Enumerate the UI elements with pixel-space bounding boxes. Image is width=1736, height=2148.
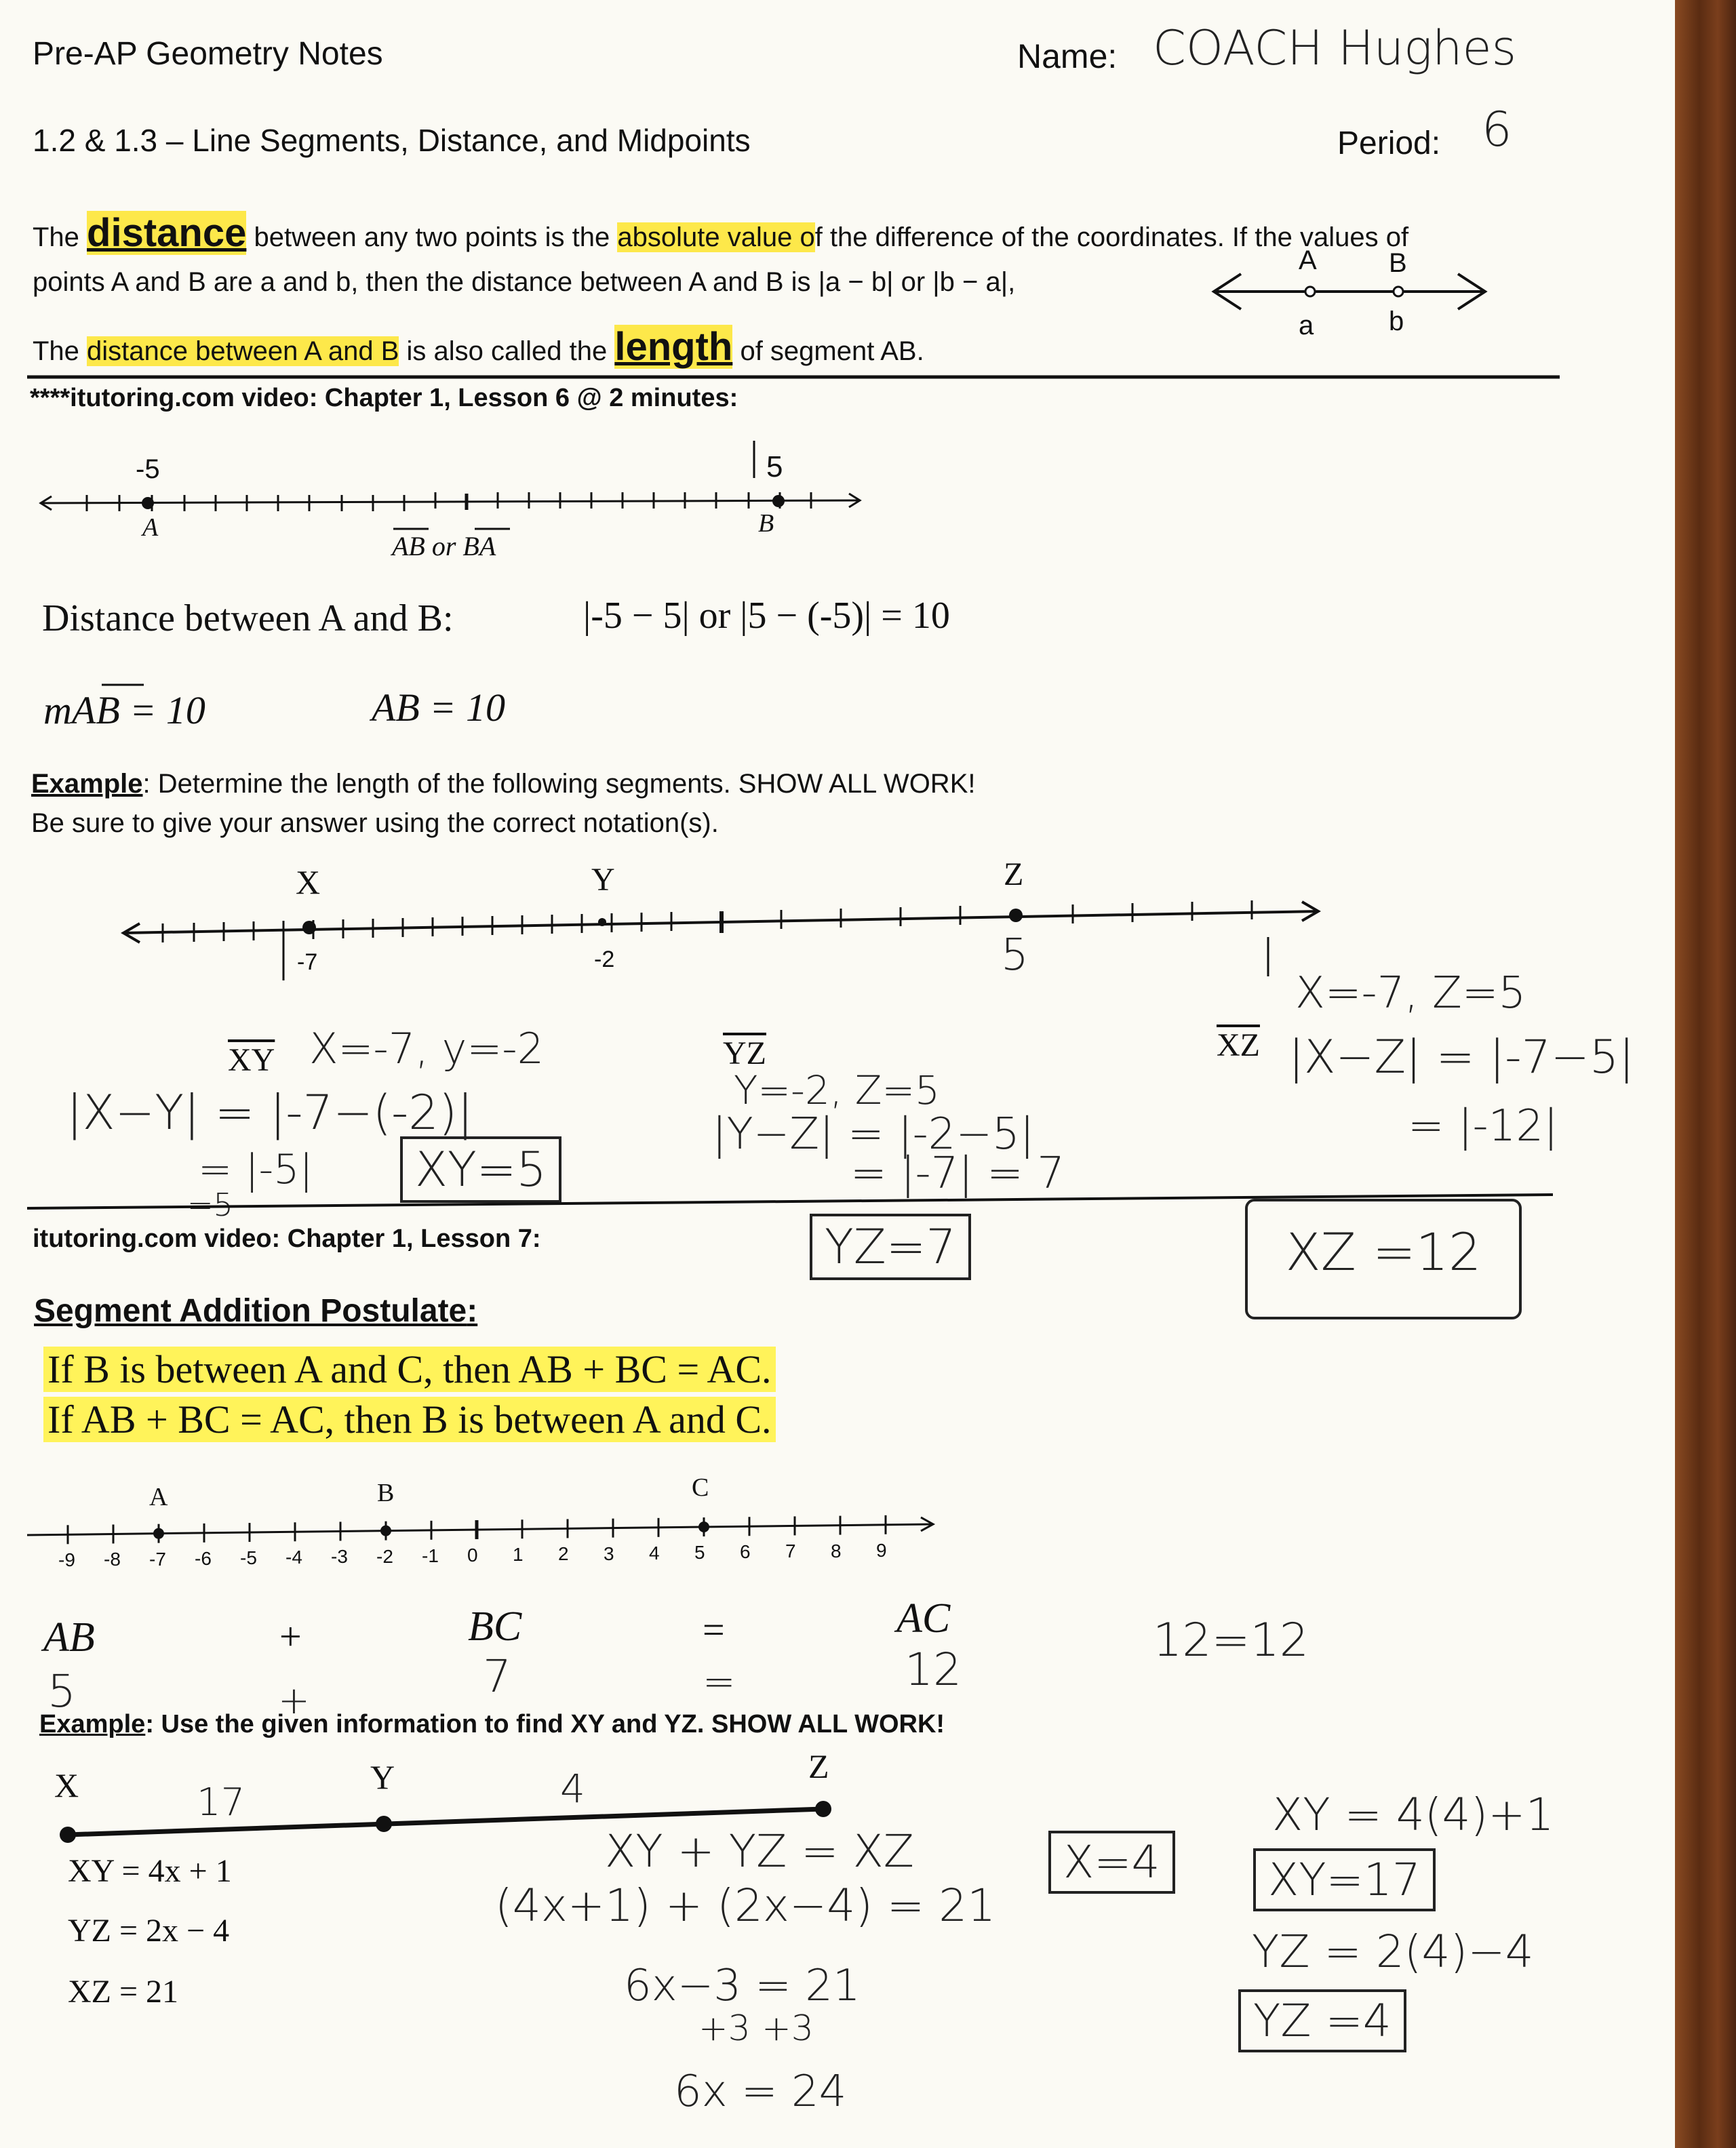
xy-work-4: =5 — [187, 1187, 233, 1223]
nl3-tick-label: 9 — [876, 1539, 887, 1561]
nl3-tick-label: -7 — [149, 1548, 166, 1570]
point-Y-value: -2 — [594, 947, 615, 972]
postulate-line-2: If AB + BC = AC, then B is between A and C. — [43, 1397, 776, 1442]
measure-notation: mAB = 10 — [43, 688, 205, 732]
example-1-title: Example — [31, 769, 143, 799]
nl3-label-C: C — [692, 1473, 709, 1502]
def-highlight: absolute value o — [617, 222, 815, 252]
course-title: Pre-AP Geometry Notes — [33, 36, 383, 72]
ex2-point-Z: Z — [808, 1747, 829, 1785]
ex2-result-1: XY = 4(4)+1 — [1272, 1789, 1554, 1841]
diagram-label-A: A — [1299, 245, 1317, 275]
yz-work-1: Y=-2, Z=5 — [734, 1067, 940, 1113]
nl3-tick-label: 2 — [558, 1543, 569, 1565]
def-text: is also called the — [399, 336, 615, 366]
nl3-tick-label: 1 — [513, 1544, 524, 1566]
nl3-tick-label: 6 — [740, 1541, 751, 1563]
sum-check: 12=12 — [1153, 1614, 1309, 1667]
segment-xy-label: $\overline{XY}$ — [228, 1042, 275, 1078]
nl3-label-A: A — [149, 1483, 168, 1511]
given-xy: XY = 4x + 1 — [68, 1853, 232, 1889]
xy-result-box: XY=17 — [1253, 1848, 1436, 1911]
sum-plus: + — [279, 1614, 302, 1658]
nl3-tick-label: 3 — [604, 1543, 614, 1564]
example-1-instructions: Be sure to give your answer using the correct notation(s). — [31, 808, 719, 838]
example-2-title: Example — [39, 1710, 146, 1738]
name-value: COACH Hughes — [1153, 20, 1517, 76]
diagram-label-a: a — [1299, 311, 1314, 340]
def-text: f the difference of the coordinates. If the values of — [814, 222, 1409, 252]
def-text: The — [33, 222, 87, 252]
distance-expression: |-5 − 5| or |5 − (-5)| = 10 — [583, 595, 950, 637]
sum-ac: AC — [896, 1595, 951, 1642]
name-label: Name: — [1017, 37, 1118, 75]
sum-bc: BC — [468, 1604, 522, 1650]
point-A-label: A — [142, 513, 159, 542]
sum-ac-value: 12 — [905, 1644, 962, 1696]
point-B-label: B — [758, 509, 774, 538]
nl3-tick-label: 5 — [694, 1542, 705, 1564]
sum-ab: AB — [43, 1614, 95, 1660]
nl3-tick-label: -9 — [58, 1549, 75, 1571]
ex2-work-3: 6x−3 = 21 — [624, 1961, 861, 2011]
yz-answer-box: YZ=7 — [810, 1214, 971, 1280]
yz-work-2: |Y−Z| = |-2−5| — [712, 1109, 1035, 1159]
yz-result-box: YZ =4 — [1238, 1989, 1406, 2052]
ex2-work-1: XY + YZ = XZ — [605, 1825, 915, 1877]
xy-answer-box: XY=5 — [400, 1136, 561, 1203]
nl3-label-B: B — [377, 1479, 395, 1507]
ex2-work-4: +3 +3 — [698, 2008, 814, 2049]
nl3-tick-label: -8 — [104, 1549, 121, 1570]
ex2-result-3: YZ = 2(4)−4 — [1252, 1926, 1534, 1978]
ex2-work-2: (4x+1) + (2x−4) = 21 — [495, 1879, 996, 1932]
nl3-tick-label: 7 — [785, 1540, 796, 1562]
nl3-tick-label: 0 — [467, 1545, 478, 1566]
sum-bc-value: 7 — [483, 1650, 511, 1703]
segment-notation: AB or BA — [392, 531, 496, 561]
number-line-1-left-value: -5 — [136, 454, 160, 484]
nl3-tick-label: -3 — [331, 1546, 348, 1568]
given-xz: XZ = 21 — [68, 1974, 179, 2010]
key-term-length: length — [614, 325, 733, 369]
ex2-point-Y: Y — [370, 1758, 395, 1796]
xz-work-2: |X−Z| = |-7−5| — [1288, 1031, 1635, 1084]
number-line-1-right-value: 5 — [766, 450, 783, 483]
example-1-text: : Determine the length of the following segments. SHOW ALL WORK! — [142, 769, 976, 799]
yz-work-3: = |-7| = 7 — [850, 1149, 1065, 1199]
video-reference-2: itutoring.com video: Chapter 1, Lesson 7: — [33, 1225, 541, 1253]
ex2-point-X: X — [54, 1766, 79, 1804]
period-value: 6 — [1482, 102, 1512, 157]
sum-eq-value: = — [703, 1658, 736, 1705]
sum-equals: = — [703, 1608, 725, 1652]
length-notation: AB = 10 — [372, 685, 505, 730]
def-text: The — [33, 336, 87, 366]
video-reference-1: ****itutoring.com video: Chapter 1, Lesson 6 @ 2 minutes: — [30, 384, 738, 412]
postulate-title: Segment Addition Postulate: — [34, 1293, 478, 1329]
distance-label: Distance between A and B: — [42, 597, 454, 639]
def-text: between any two points is the — [246, 222, 618, 252]
nl3-tick-label: 8 — [831, 1540, 842, 1562]
postulate-line-1: If B is between A and C, then AB + BC = AC. — [43, 1347, 776, 1392]
lesson-title: 1.2 & 1.3 – Line Segments, Distance, and Midpoints — [33, 123, 751, 158]
xy-work-3: = |-5| — [198, 1146, 313, 1193]
point-Y-label: Y — [591, 862, 615, 898]
key-term-distance: distance — [87, 211, 247, 255]
def-highlight: distance between A and B — [87, 336, 399, 366]
x-answer-box: X=4 — [1048, 1831, 1175, 1894]
ex2-segment-yz-length: 4 — [560, 1766, 585, 1812]
sum-plus-value: + — [278, 1679, 310, 1723]
point-X-value: -7 — [297, 949, 318, 975]
nl3-tick-label: -4 — [285, 1547, 302, 1568]
segment-xz-label: $\overline{XZ}$ — [1217, 1027, 1260, 1063]
nl3-tick-label: -1 — [422, 1545, 439, 1566]
nl3-tick-label: -5 — [240, 1547, 257, 1569]
nl3-tick-label: 4 — [649, 1542, 660, 1564]
nl3-tick-label: -2 — [376, 1545, 393, 1567]
sum-ab-value: 5 — [47, 1665, 76, 1717]
xy-work-1: X=-7, y=-2 — [309, 1024, 545, 1073]
example-2-text: : Use the given information to find XY and YZ. SHOW ALL WORK! — [145, 1710, 945, 1738]
desk-edge — [1675, 0, 1736, 2148]
def-text: of segment AB. — [732, 336, 924, 366]
postulate-title-text: Segment Addition Postulate — [34, 1293, 467, 1329]
diagram-label-b: b — [1389, 306, 1404, 336]
point-Z-label: Z — [1004, 856, 1024, 892]
xz-answer-box: XZ =12 — [1245, 1199, 1522, 1319]
xy-work-2: |X−Y| = |-7−(-2)| — [66, 1085, 473, 1140]
xz-work-1: X=-7, Z=5 — [1295, 968, 1526, 1018]
ex2-work-5: 6x = 24 — [674, 2067, 847, 2117]
segment-yz-label: $\overline{YZ}$ — [723, 1035, 766, 1071]
point-X-label: X — [296, 863, 321, 901]
definition-line-2: points A and B are a and b, then the distance between A and B is |a − b| or |b − a|, — [33, 267, 1016, 297]
diagram-label-B: B — [1389, 248, 1407, 278]
xz-work-3: = |-12| — [1408, 1101, 1558, 1151]
period-label: Period: — [1337, 125, 1441, 161]
given-yz: YZ = 2x − 4 — [68, 1913, 230, 1949]
nl3-tick-label: -6 — [195, 1547, 212, 1569]
point-Z-value: 5 — [1001, 930, 1029, 980]
ex2-segment-xy-length: 17 — [197, 1781, 245, 1825]
